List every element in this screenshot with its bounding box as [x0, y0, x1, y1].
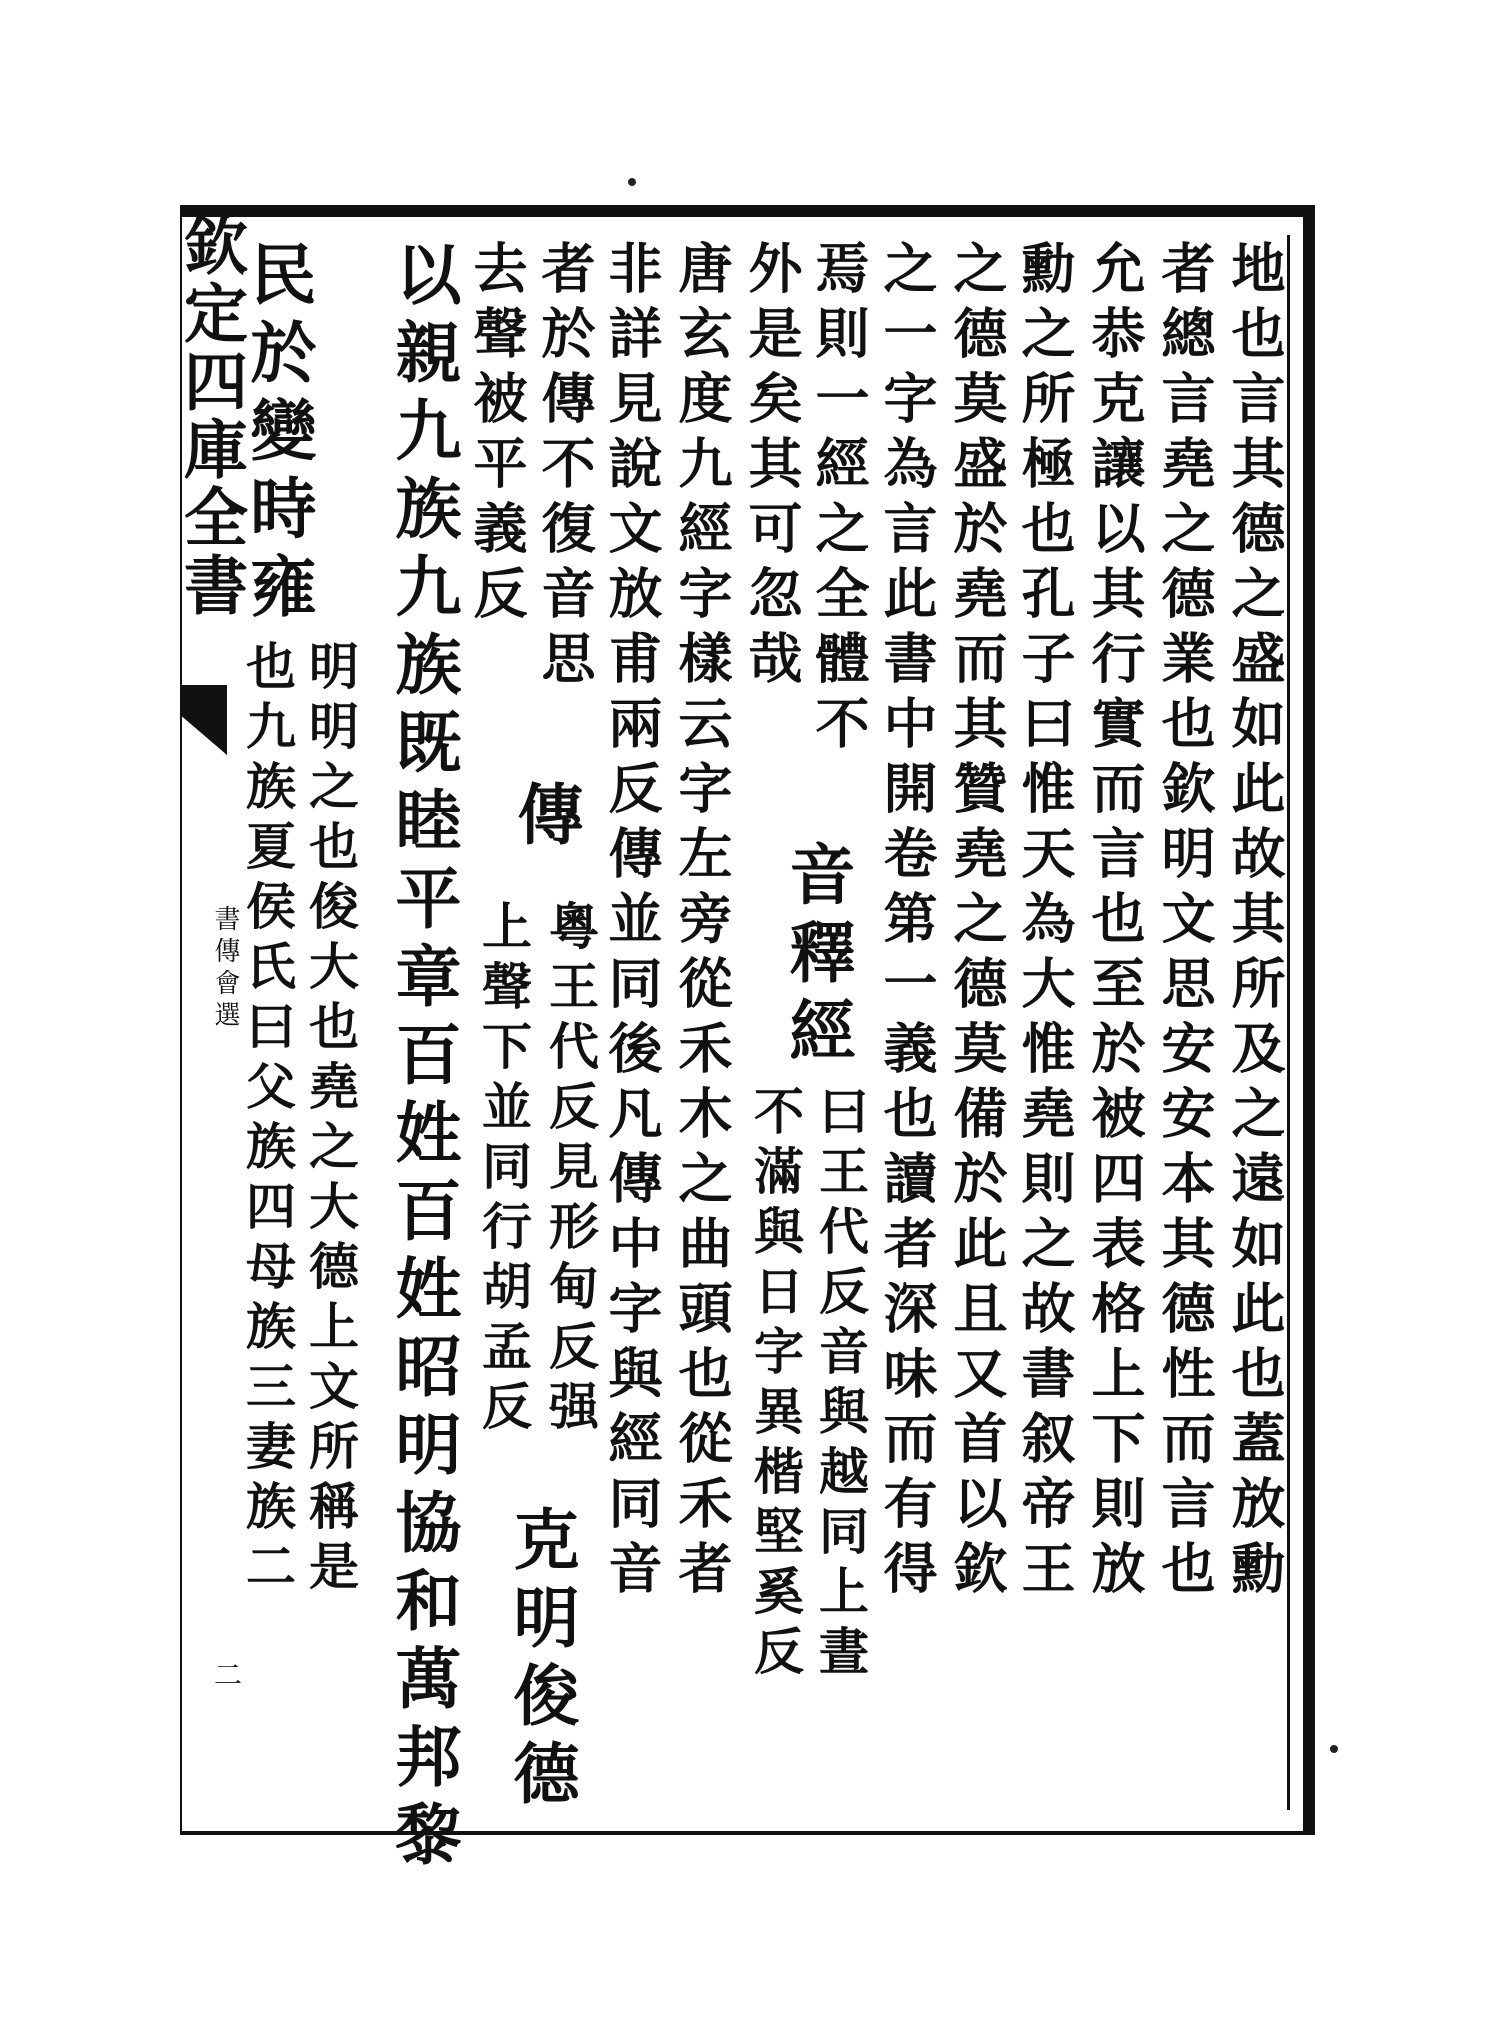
border-rule [1287, 235, 1290, 1810]
commentary-column: 也九族夏侯氏曰父族四母族三妻族二 [238, 640, 297, 1600]
text-column: 不滿與日字異楷堅奚反 [746, 1085, 805, 1685]
text-column: 曰王代反音與越同上晝 [811, 1085, 870, 1685]
text-column: 上聲下並同行胡孟反 [474, 900, 533, 1440]
text-column: 外是矣其可忽哉 [740, 240, 804, 695]
text-column: 焉則一經之全體不 [807, 240, 871, 760]
heading-zhuan: 傳 [506, 780, 584, 858]
text-column: 之一字為言此書中開卷第一義也讀者深味而有得 [875, 240, 939, 1605]
classic-text: 民於變時雍 [239, 240, 317, 630]
classic-text: 克明俊德 [502, 1505, 580, 1817]
classic-text: 以親九族九族既睦平章百姓百姓昭明協和萬邦黎 [384, 240, 462, 1878]
text-column: 粵王代反見形甸反强 [541, 900, 600, 1440]
ink-speck [628, 178, 636, 186]
text-column: 勳之所極也孔子曰惟天為大惟堯則之故書叙帝王 [1013, 240, 1077, 1605]
text-column: 唐玄度九經字樣云字左旁從禾木之曲頭也從禾者 [670, 240, 734, 1605]
book-title: 欽定四庫全書 [173, 212, 248, 620]
section-title: 書傳會選 [210, 905, 240, 1033]
text-column: 去聲被平義反 [465, 240, 529, 630]
heading-yinshi: 音釋經 [778, 840, 856, 1074]
text-column: 允恭克讓以其行實而言也至於被四表格上下則放 [1083, 240, 1147, 1605]
text-column: 者於傳不復音思 [533, 240, 597, 695]
text-column: 地也言其德之盛如此故其所及之遠如此也蓋放勳 [1223, 240, 1287, 1605]
text-column: 之德莫盛於堯而其贊堯之德莫備於此且又首以欽 [945, 240, 1009, 1605]
folio-number: 二 [210, 1660, 243, 1688]
text-column: 非詳見說文放甫兩反傳並同後凡傳中字與經同音 [600, 240, 664, 1605]
ink-speck [1330, 1745, 1338, 1753]
commentary-column: 明明之也俊大也堯之大德上文所稱是 [301, 640, 360, 1600]
text-column: 者總言堯之德業也欽明文思安安本其德性而言也 [1153, 240, 1217, 1605]
